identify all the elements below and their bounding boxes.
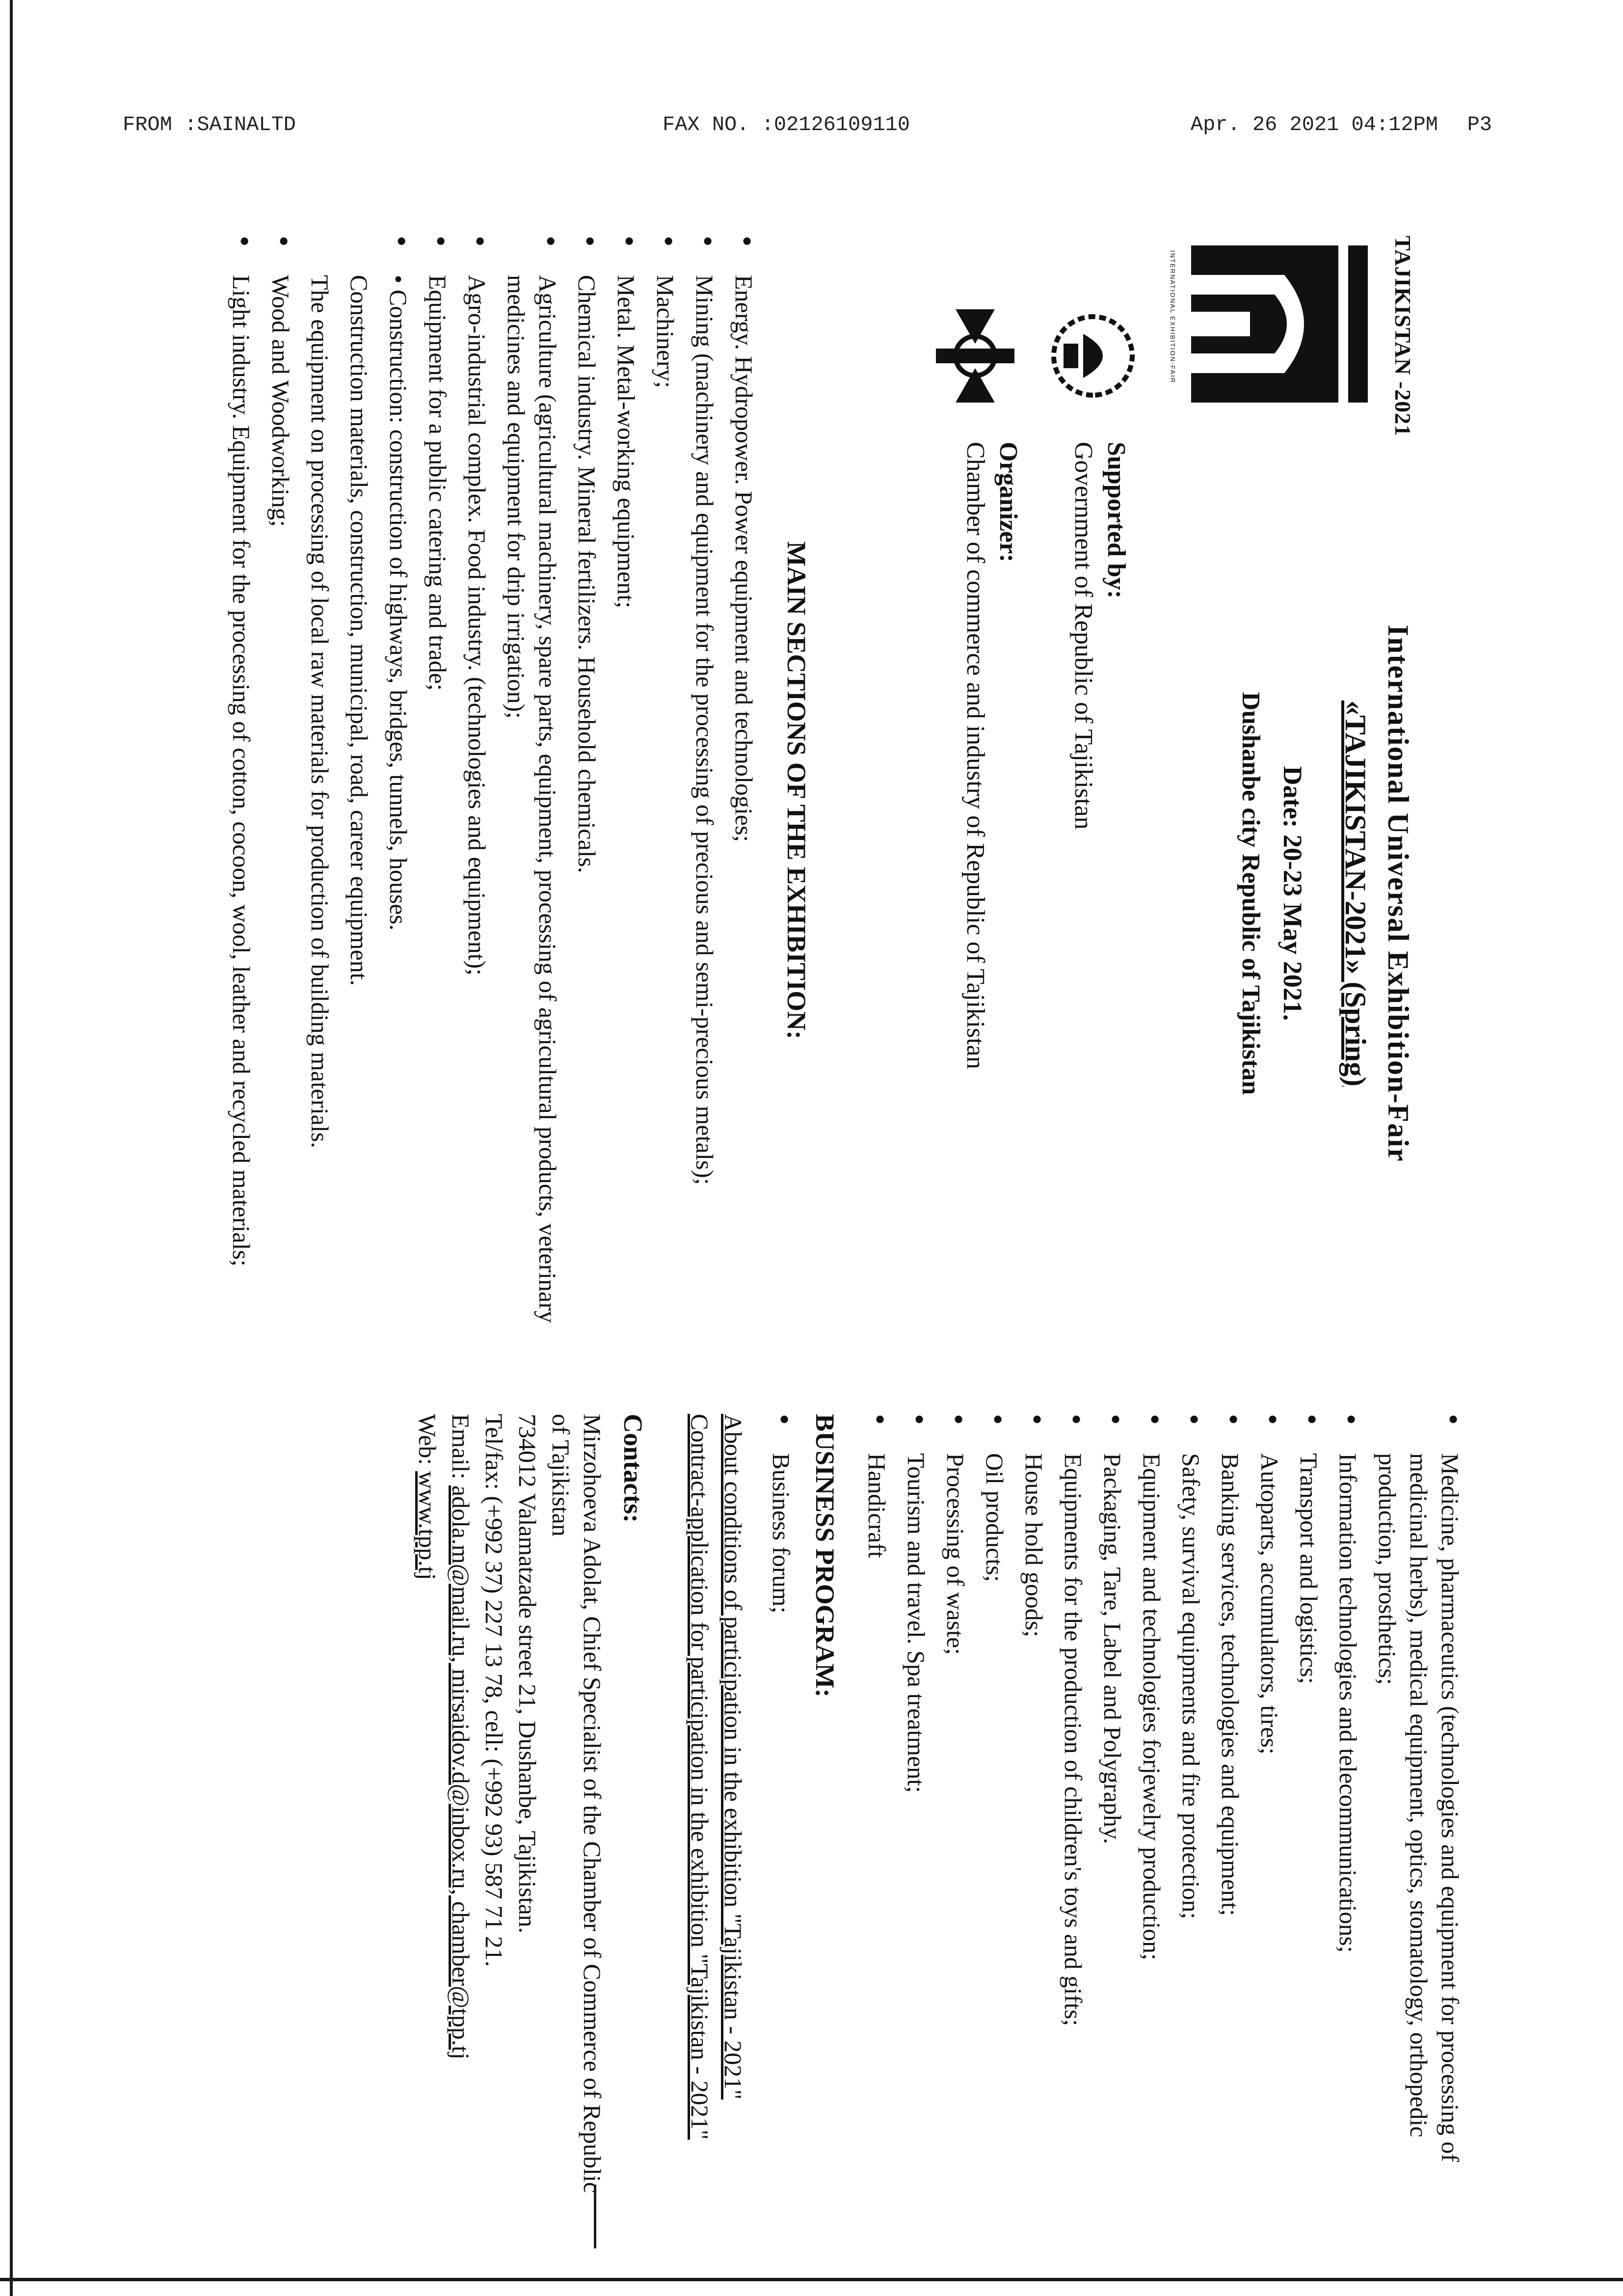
web-label: Web: [413,1414,441,1465]
section-list-item: • Packaging, Tare, Label and Polygraphy. [1097,1414,1128,2194]
main-sections-list-right [861,1414,1466,2194]
section-list-item: • Machinery; [650,236,681,1345]
section-list-item: • Tourism and travel. Spa treatment; [901,1414,932,2194]
title-block [1234,442,1417,1345]
section-list-item: • Wood and Woodworking; [265,236,296,1345]
exhibition-title: International Universal Exhibition-Fair [1382,624,1414,1162]
supported-by-block [1067,442,1132,1227]
section-list-item: • Equipment for a public catering and trade; [422,236,453,1345]
contact-address: 734012 Valamatzade street 21, Dushanbe, Tajikistan. [513,1414,541,1934]
section-list-item: • Energy. Hydropower. Power equipment and technologies; [728,236,760,1345]
main-sections-heading: MAIN SECTIONS OF THE EXHIBITION: [782,541,811,1040]
section-list-item: • Chemical industry. Mineral fertilizers. Household chemicals. [571,236,603,1345]
conditions-link[interactable]: About conditions of participation in the exhibition "Tajikistan - 2021" [719,1414,747,2100]
fax-page-number: P3 [1467,113,1492,136]
running-head: TAJIKISTAN -2021 [1390,236,1415,437]
chamber-emblem-icon [926,299,1024,412]
organizer-label: Organizer: [994,442,1022,563]
section-list-item: • Oil products; [979,1414,1011,2194]
section-list-item: • Equipment and technologies forjewelry production; [1136,1414,1168,2194]
exhibition-arch-logo [1171,236,1378,412]
contract-application-link[interactable]: Contract-application for participation in the exhibition "Tajikistan - 2021" [686,1414,714,2140]
fax-datetime: Apr. 26 2021 04:12PM [1190,113,1438,136]
section-list-item: The equipment on processing of local raw materials for production of building materials. [306,275,334,1148]
logo-caption: INTERNATIONAL EXHIBITION-FAIR [1169,250,1176,384]
section-list-item: • Safety, survival equipments and fire protection; [1175,1414,1207,2194]
header-block [828,236,1417,1345]
exhibition-name: «TAJIKISTAN-2021» (Spring) [1339,700,1372,1087]
list-item: • Business forum; [766,1414,797,2194]
contact-email-line [445,1414,477,2194]
supported-by-value: Government of Republic of Tajikistan [1069,442,1098,830]
section-list-item: • Banking services, technologies and equipment; [1215,1414,1246,2194]
section-list-item: • House hold goods; [1018,1414,1050,2194]
email-links[interactable]: adola.m@mail.ru, mirsaidov.d@inbox.ru, chamber@tpp.tj [447,1485,475,2060]
business-program-heading: BUSINESS PROGRAM: [810,1414,840,1698]
section-list-item: • Information technologies and telecommunications; [1332,1414,1364,2194]
right-column [410,1414,1466,2194]
business-program-list [766,1414,797,2194]
section-list-item: • Agriculture (agricultural machinery, spare parts, equipment, processing of agricultural products, veterinary medicines and equipment for drip irrigation); [501,236,563,1345]
organizer-value: Chamber of commerce and industry of Republic of Tajikistan [961,442,990,1069]
section-list-item: • Autoparts, accumulators, tires; [1254,1414,1285,2194]
arch-logo-icon [1181,236,1378,412]
exhibition-place: Dushanbe city Republic of Tajikistan [1237,692,1265,1095]
fax-number: FAX NO. :02126109110 [663,113,910,136]
fax-sender: FROM :SAINALTD [123,113,296,136]
exhibition-date: Date: 20-23 May 2021. [1278,766,1308,1021]
section-list-item: • Metal. Metal-working equipment; [611,236,642,1345]
section-list-item: • Equipments for the production of children's toys and gifts; [1058,1414,1089,2194]
section-list-item: • Transport and logistics; [1293,1414,1325,2194]
contact-phone: Tel/fax: (+992 37) 227 13 78, cell: (+992 93) 587 71 21. [480,1414,508,1967]
main-sections-list-left [226,236,760,1345]
section-list-item: • Agro-industrial complex. Food industry. (technologies and equipment); [461,236,493,1345]
section-list-item: Construction materials, construction, municipal, road, career equipment. [345,275,373,986]
organizer-block [959,442,1024,1227]
section-list-item: • Light industry. Equipment for the processing of cotton, cocoon, wool, leather and recycled materials; [226,236,257,1345]
section-list-item: • Handicraft [861,1414,893,2194]
contact-person: Mirzohoeva Adolat, Chief Specialist of the Chamber of Commerce of Republic of Tajikistan [547,1414,606,2193]
section-list-item: • • Construction: construction of highways, bridges, tunnels, houses. [383,236,414,1345]
left-column [218,236,1417,1345]
section-list-item: • Processing of waste; [940,1414,971,2194]
web-link[interactable]: www.tpp.tj [413,1471,441,1580]
supported-by-label: Supported by: [1102,442,1130,599]
section-list-item: • Mining (machinery and equipment for the processing of precious and semi-precious metals); [689,236,720,1345]
contacts-heading: Contacts: [618,1414,648,1523]
participation-links [684,1414,749,2194]
email-label: Email: [447,1414,475,1480]
state-emblem-icon [1044,299,1142,412]
section-list-item: • Medicine, pharmaceutics (technologies and equipment for processing of medicinal herbs), medical equipment, optics, stomatology, orthopedic production, prosthetics; [1372,1414,1466,2194]
contact-web-line [412,1414,443,2194]
